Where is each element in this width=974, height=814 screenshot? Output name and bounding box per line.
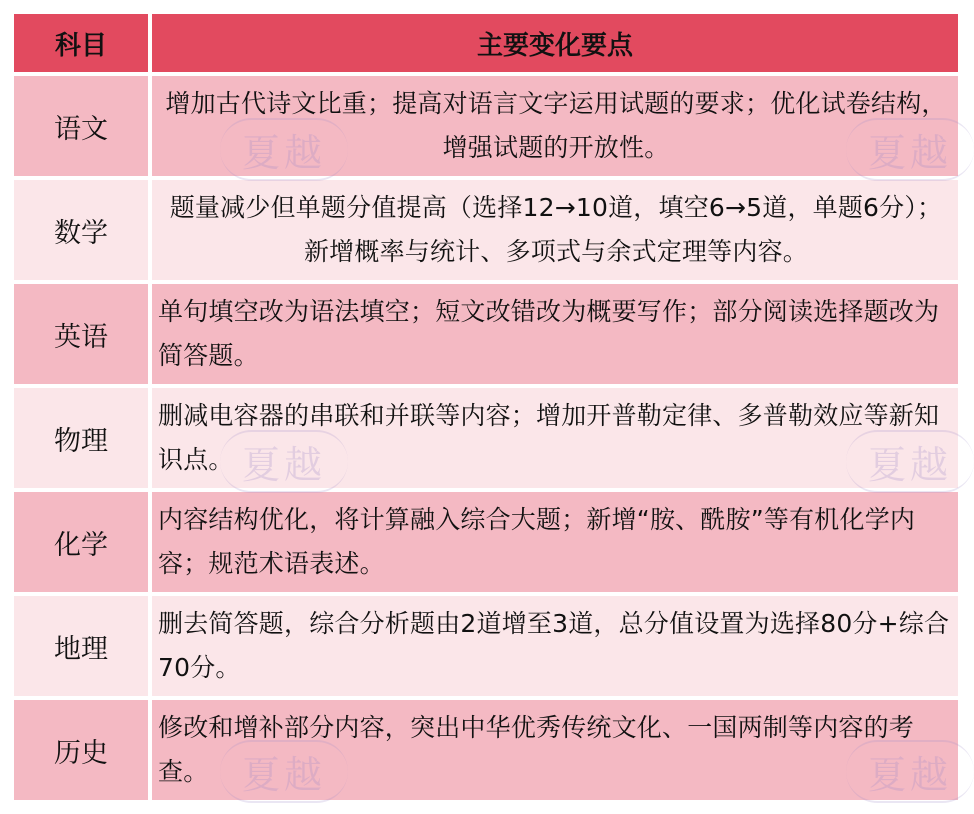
change-cell: 单句填空改为语法填空；短文改错改为概要写作；部分阅读选择题改为简答题。: [152, 284, 958, 384]
change-cell: 删去简答题，综合分析题由2道增至3道，总分值设置为选择80分+综合70分。: [152, 596, 958, 696]
watermark: 夏越: [220, 430, 348, 493]
subject-cell: 化学: [14, 492, 148, 592]
header-subject: 科目: [14, 14, 148, 72]
subject-cell: 地理: [14, 596, 148, 696]
watermark: 夏越: [846, 430, 974, 493]
watermark: 夏越: [220, 118, 348, 181]
subject-cell: 历史: [14, 700, 148, 800]
header-changes: 主要变化要点: [152, 14, 958, 72]
subject-cell: 数学: [14, 180, 148, 280]
change-cell: 修改和增补部分内容，突出中华优秀传统文化、一国两制等内容的考查。: [152, 700, 958, 800]
change-cell: 内容结构优化，将计算融入综合大题；新增“胺、酰胺”等有机化学内容；规范术语表述。: [152, 492, 958, 592]
watermark: 夏越: [220, 740, 348, 803]
change-cell: 题量减少但单题分值提高（选择12→10道，填空6→5道，单题6分）；新增概率与统计、多项式与余式定理等内容。: [152, 180, 958, 280]
subject-cell: 语文: [14, 76, 148, 176]
watermark: 夏越: [846, 118, 974, 181]
change-cell: 删减电容器的串联和并联等内容；增加开普勒定律、多普勒效应等新知识点。: [152, 388, 958, 488]
subject-cell: 英语: [14, 284, 148, 384]
watermark: 夏越: [846, 740, 974, 803]
exam-changes-table: [14, 14, 960, 800]
subject-cell: 物理: [14, 388, 148, 488]
change-cell: 增加古代诗文比重；提高对语言文字运用试题的要求；优化试卷结构，增强试题的开放性。: [152, 76, 958, 176]
